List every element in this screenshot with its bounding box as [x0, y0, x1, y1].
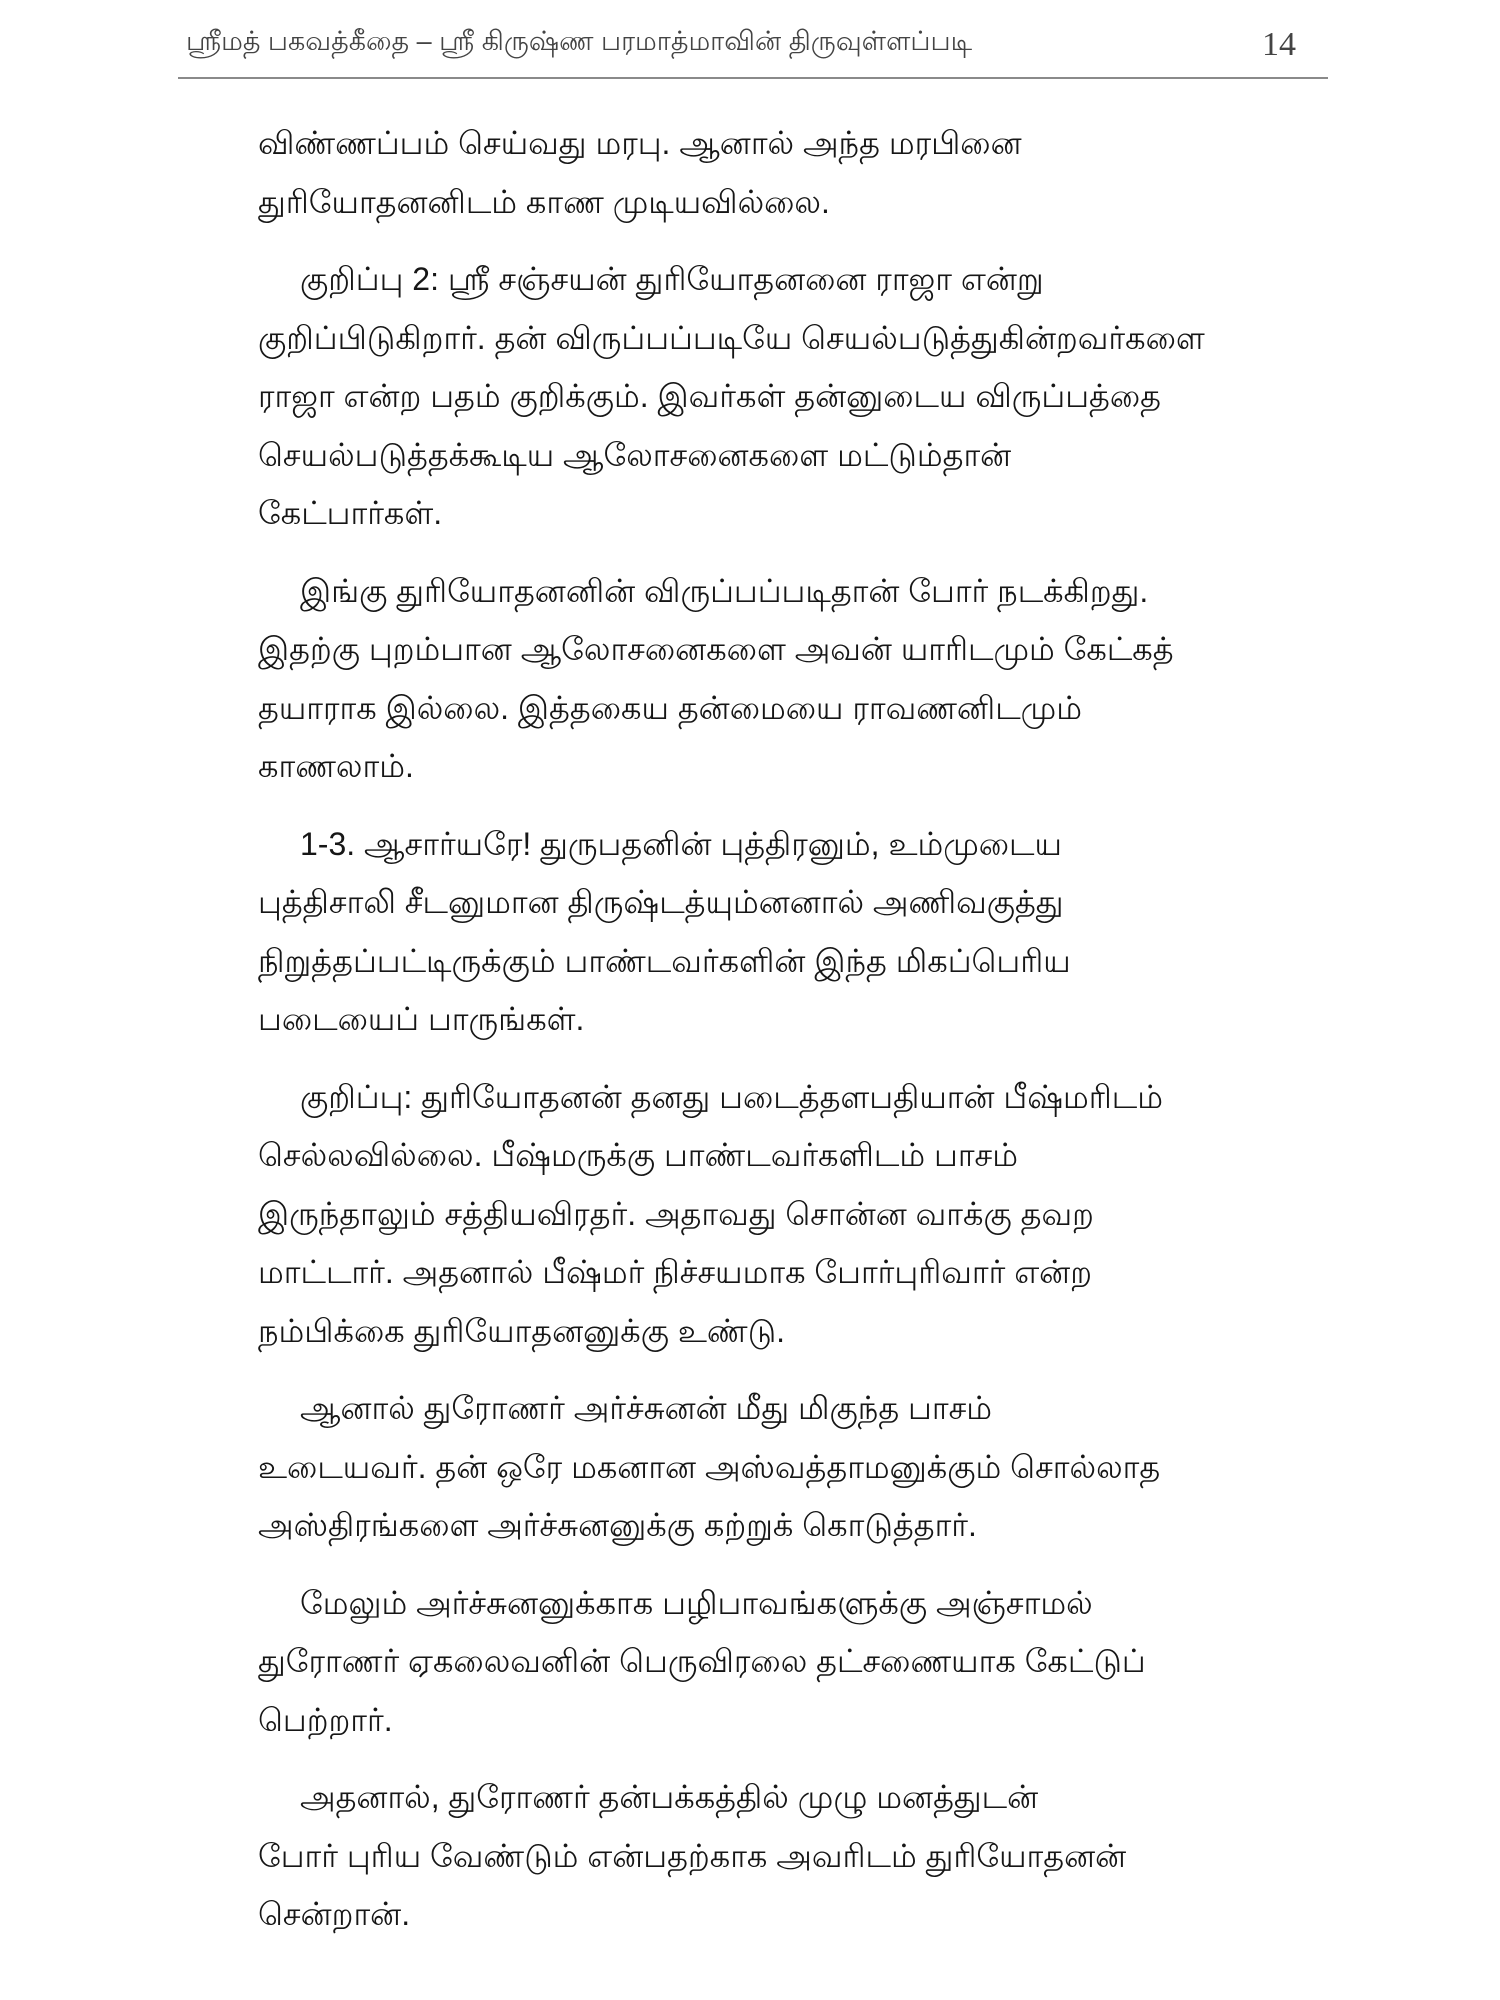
paragraph-3 — [258, 562, 1308, 796]
text-line: உடையவர். தன் ஒரே மகனான அஸ்வத்தாமனுக்கும் சொல்லாத — [258, 1448, 1161, 1485]
text-line: 1-3. ஆசார்யரே! துருபதனின் புத்திரனும், உம்முடைய — [300, 825, 1062, 862]
paragraph-5 — [258, 1068, 1308, 1361]
text-line: நம்பிக்கை துரியோதனனுக்கு உண்டு. — [258, 1312, 786, 1349]
text-line: அஸ்திரங்களை அர்ச்சுனனுக்கு கற்றுக் கொடுத்தார். — [258, 1507, 977, 1543]
text-line: ராஜா என்ற பதம் குறிக்கும். இவர்கள் தன்னுடைய விருப்பத்தை — [258, 378, 1161, 414]
body-text — [258, 114, 1308, 1963]
paragraph-7 — [258, 1574, 1308, 1750]
text-line: அதனால், துரோணர் தன்பக்கத்தில் முழு மனத்துடன் — [300, 1779, 1039, 1815]
text-line: சென்றான். — [258, 1896, 411, 1932]
text-line: மேலும் அர்ச்சுனனுக்காக பழிபாவங்களுக்கு அஞ்சாமல் — [300, 1584, 1093, 1621]
text-line: இங்கு துரியோதனனின் விருப்பப்படிதான் போர் நடக்கிறது. — [300, 572, 1149, 609]
text-line: செயல்படுத்தக்கூடிய ஆலோசனைகளை மட்டும்தான் — [258, 436, 1012, 473]
text-line: விண்ணப்பம் செய்வது மரபு. ஆனால் அந்த மரபினை — [258, 125, 1022, 161]
paragraph-4 — [258, 815, 1308, 1049]
paragraph-8 — [258, 1768, 1308, 1944]
header-title: ஸ்ரீமத் பகவத்கீதை – ஸ்ரீ கிருஷ்ண பரமாத்மாவின் திருவுள்ளப்படி — [186, 26, 973, 56]
text-line: காணலாம். — [258, 748, 414, 784]
text-line: பெற்றார். — [258, 1701, 393, 1738]
paragraph-2 — [258, 250, 1308, 543]
header-divider — [178, 77, 1328, 79]
page-number: 14 — [1262, 26, 1296, 63]
text-line: இருந்தாலும் சத்தியவிரதர். அதாவது சொன்ன வாக்கு தவற — [258, 1195, 1094, 1232]
text-line: குறிப்பு 2: ஸ்ரீ சஞ்சயன் துரியோதனனை ராஜா என்று — [300, 261, 1044, 297]
paragraph-1 — [258, 114, 1308, 231]
paragraph-6 — [258, 1379, 1308, 1555]
running-header — [178, 18, 1328, 80]
text-line: ஆனால் துரோணர் அர்ச்சுனன் மீது மிகுந்த பாசம் — [300, 1390, 993, 1426]
text-line: போர் புரிய வேண்டும் என்பதற்காக அவரிடம் துரியோதனன் — [258, 1837, 1127, 1874]
text-line: மாட்டார். அதனால் பீஷ்மர் நிச்சயமாக போர்புரிவார் என்ற — [258, 1254, 1092, 1290]
text-line: கேட்பார்கள். — [258, 495, 443, 531]
text-line: குறிப்பிடுகிறார். தன் விருப்பப்படியே செயல்படுத்துகின்றவர்களை — [258, 319, 1205, 356]
text-line: செல்லவில்லை. பீஷ்மருக்கு பாண்டவர்களிடம் பாசம் — [258, 1137, 1018, 1173]
text-line: குறிப்பு: துரியோதனன் தனது படைத்தளபதியான் பீஷ்மரிடம் — [300, 1078, 1164, 1115]
text-line: இதற்கு புறம்பான ஆலோசனைகளை அவன் யாரிடமும் கேட்கத் — [258, 631, 1174, 667]
text-line: புத்திசாலி சீடனுமான திருஷ்டத்யும்னனால் அணிவகுத்து — [258, 884, 1064, 920]
text-line: துரியோதனனிடம் காண முடியவில்லை. — [258, 183, 830, 220]
text-line: நிறுத்தப்பட்டிருக்கும் பாண்டவர்களின் இந்த மிகப்பெரிய — [258, 942, 1071, 979]
text-line: துரோணர் ஏகலைவனின் பெருவிரலை தட்சணையாக கேட்டுப் — [258, 1643, 1146, 1679]
text-line: படையைப் பாருங்கள். — [258, 1001, 585, 1037]
text-line: தயாராக இல்லை. இத்தகைய தன்மையை ராவணனிடமும் — [258, 689, 1082, 726]
